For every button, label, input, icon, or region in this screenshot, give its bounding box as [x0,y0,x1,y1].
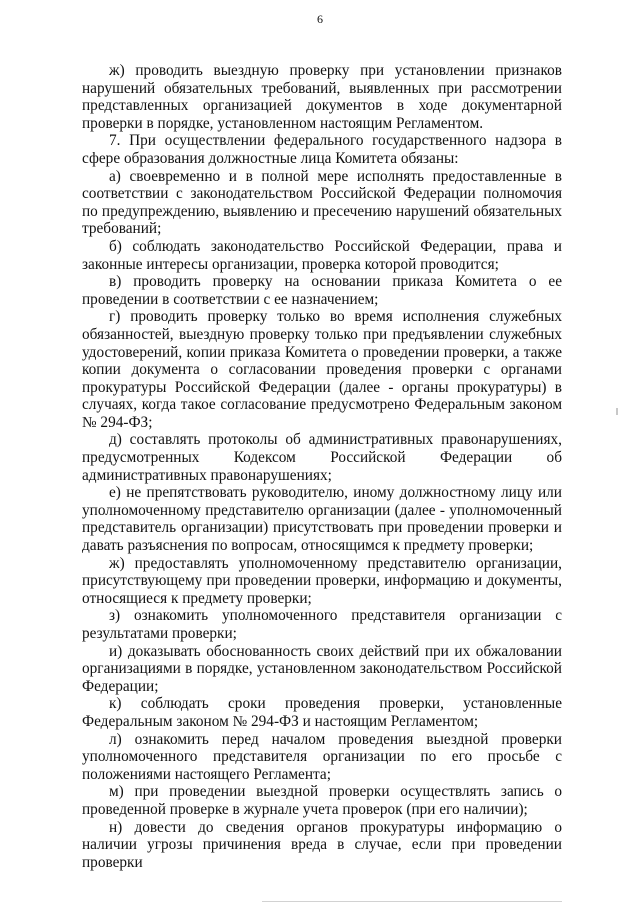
scan-edge-mark [616,408,618,415]
paragraph-z: з) ознакомить уполномоченного представителя организации с результатами проверки; [82,607,562,642]
paragraph-e: е) не препятствовать руководителю, иному должностному лицу или уполномоченному представителю организации (далее - уполномоченный представитель организации) присутствовать при проведении проверки и давать разъяснения по вопросам, относящимся к предмету проверки; [82,484,562,555]
paragraph-a: а) своевременно и в полной мере исполнять предоставленные в соответствии с законодательством Российской Федерации полномочия по предупреждению, выявлению и пресечению нарушений обязательных требований; [82,167,562,238]
scan-bottom-rule [262,901,562,902]
paragraph-m: м) при проведении выездной проверки осуществлять запись о проведенной проверке в журнале учета проверок (при его наличии); [82,783,562,818]
paragraph-zh-1: ж) проводить выездную проверку при установлении признаков нарушений обязательных требований, выявленных при рассмотрении представленных организацией документов в ходе документарной проверки в порядке, установленном настоящим Регламентом. [82,62,562,132]
page-number: 6 [317,12,323,26]
paragraph-i: и) доказывать обоснованность своих действий при их обжаловании организациями в порядке, установленном законодательством Российской Федерации; [82,642,562,695]
paragraph-k: к) соблюдать сроки проведения проверки, установленные Федеральным законом № 294-ФЗ и настоящим Регламентом; [82,695,562,730]
paragraph-b: б) соблюдать законодательство Российской Федерации, права и законные интересы организации, проверка которой проводится; [82,237,562,273]
paragraph-l: л) ознакомить перед началом проведения выездной проверки уполномоченного представителя организации по его просьбе с положениями настоящего Регламента; [82,730,562,783]
paragraph-zh-2: ж) предоставлять уполномоченному представителю организации, присутствующему при проведении проверки, информацию и документы, относящиеся к предмету проверки; [82,554,562,607]
paragraph-g: г) проводить проверку только во время исполнения служебных обязанностей, выездную проверку только при предъявлении служебных удостоверений, копии приказа Комитета о проведении проверки, а также копии документа о согласовании проведения проверки с органами прокуратуры Российской Федерации (далее - органы прокуратуры) в случаях, когда такое согласование предусмотрено Федеральным законом № 294-ФЗ; [82,308,562,431]
paragraph-d: д) составлять протоколы об административных правонарушениях, предусмотренных Кодексом Российской Федерации об административных правонарушениях; [82,431,562,484]
paragraph-section-7: 7. При осуществлении федерального государственного надзора в сфере образования должностные лица Комитета обязаны: [82,132,562,167]
paragraph-v: в) проводить проверку на основании приказа Комитета о ее проведении в соответствии с ее назначением; [82,273,562,308]
paragraph-n: н) довести до сведения органов прокуратуры информацию о наличии угрозы причинения вреда в случае, если при проведении проверки [82,818,562,871]
document-body [82,62,562,871]
